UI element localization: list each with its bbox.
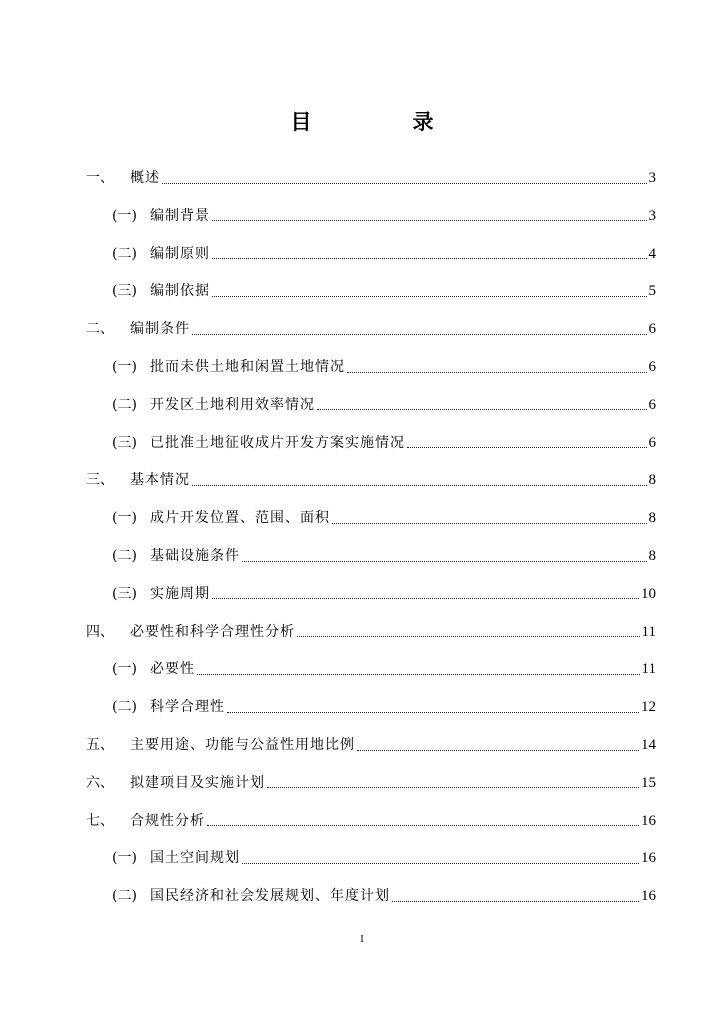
toc-entry-page-number: 15 <box>641 774 656 791</box>
toc-entry-page-number: 8 <box>648 548 656 564</box>
toc-entry-label: 实施周期 <box>150 585 210 602</box>
toc-dot-leader <box>242 561 647 562</box>
toc-entry-label: 基础设施条件 <box>150 548 240 564</box>
toc-dot-leader <box>192 334 647 335</box>
toc-entry-number: (一) <box>112 661 137 678</box>
toc-entry-label: 国土空间规划 <box>150 850 240 867</box>
toc-entry-page-number: 11 <box>641 623 656 640</box>
toc-entry[interactable] <box>86 807 656 835</box>
toc-entry-label: 成片开发位置、范围、面积 <box>150 510 330 527</box>
toc-entry-label: 编制背景 <box>150 207 210 224</box>
toc-entry-page-number: 10 <box>641 585 656 602</box>
toc-entry-page-number: 11 <box>641 661 656 678</box>
toc-entry[interactable] <box>112 391 656 419</box>
toc-entry-label: 主要用途、功能与公益性用地比例 <box>130 737 355 753</box>
toc-dot-leader <box>227 712 639 713</box>
toc-entry-number: (三) <box>112 434 137 451</box>
toc-dot-leader <box>407 447 647 448</box>
toc-entry[interactable] <box>112 655 656 683</box>
toc-entry-page-number: 16 <box>641 850 656 867</box>
toc-dot-leader <box>212 220 647 221</box>
toc-dot-leader <box>212 258 647 259</box>
toc-dot-leader <box>317 409 647 410</box>
toc-entry[interactable] <box>112 277 656 305</box>
toc-dot-leader <box>297 636 640 637</box>
toc-entry-number: (二) <box>112 699 137 716</box>
toc-entry[interactable] <box>112 353 656 381</box>
toc-entry-label: 必要性 <box>150 661 195 678</box>
toc-dot-leader <box>332 523 647 524</box>
toc-entry-number: (一) <box>112 850 137 867</box>
toc-entry[interactable] <box>112 429 656 457</box>
toc-entry[interactable] <box>112 882 656 910</box>
page-title: 目 录 <box>290 110 474 134</box>
toc-entry-number: (二) <box>112 548 137 564</box>
toc-entry-page-number: 14 <box>641 737 656 753</box>
toc-entry-page-number: 6 <box>648 359 656 375</box>
toc-entry-label: 开发区土地利用效率情况 <box>150 396 315 413</box>
toc-entry[interactable] <box>112 240 656 268</box>
toc-entry-label: 编制依据 <box>150 283 210 300</box>
toc-entry-number: (二) <box>112 245 137 262</box>
toc-entry[interactable] <box>86 164 656 192</box>
toc-entry-page-number: 5 <box>648 283 656 300</box>
toc-entry[interactable] <box>112 542 656 570</box>
toc-entry-number: 一、 <box>86 170 114 186</box>
toc-dot-leader <box>242 863 639 864</box>
toc-entry[interactable] <box>86 769 656 797</box>
toc-entry-label: 概述 <box>130 170 160 186</box>
toc-entry-number: (三) <box>112 283 137 300</box>
toc-entry[interactable] <box>112 504 656 532</box>
footer-page-number: I <box>360 934 364 945</box>
toc-entry-number: 四、 <box>86 623 114 640</box>
toc-entry-label: 拟建项目及实施计划 <box>130 774 265 791</box>
toc-entry[interactable] <box>86 315 656 343</box>
toc-entry-page-number: 6 <box>648 434 656 451</box>
toc-entry-page-number: 8 <box>648 472 656 489</box>
toc-entry-page-number: 4 <box>648 245 656 262</box>
toc-entry[interactable] <box>112 580 656 608</box>
toc-entry-label: 编制条件 <box>130 321 190 338</box>
toc-entry-number: 六、 <box>86 774 114 791</box>
toc-entry-page-number: 16 <box>641 888 656 905</box>
toc-entry-number: 五、 <box>86 737 114 753</box>
toc-entry-label: 国民经济和社会发展规划、年度计划 <box>150 888 390 905</box>
toc-entry-number: 七、 <box>86 812 114 829</box>
toc-entry[interactable] <box>112 202 656 230</box>
toc-entry-number: (二) <box>112 888 137 905</box>
toc-entry-page-number: 16 <box>641 812 656 829</box>
toc-entry[interactable] <box>112 693 656 721</box>
toc-dot-leader <box>162 183 647 184</box>
toc-entry-number: 二、 <box>86 321 114 338</box>
toc-entry-label: 必要性和科学合理性分析 <box>130 623 295 640</box>
toc-dot-leader <box>197 674 640 675</box>
toc-entry-number: (一) <box>112 207 137 224</box>
toc-entry-page-number: 6 <box>648 396 656 413</box>
toc-dot-leader <box>192 485 647 486</box>
toc-entry-label: 合规性分析 <box>130 812 205 829</box>
toc-entry-number: 三、 <box>86 472 114 489</box>
toc-dot-leader <box>212 296 647 297</box>
toc-entry-label: 科学合理性 <box>150 699 225 716</box>
toc-entry-number: (一) <box>112 359 137 375</box>
toc-entry-page-number: 3 <box>648 207 656 224</box>
toc-entry-page-number: 12 <box>641 699 656 716</box>
toc-entry[interactable] <box>86 731 656 759</box>
toc-entry-number: (三) <box>112 585 137 602</box>
toc-dot-leader <box>347 372 647 373</box>
toc-entry-label: 编制原则 <box>150 245 210 262</box>
toc-entry-label: 已批准土地征收成片开发方案实施情况 <box>150 434 405 451</box>
toc-dot-leader <box>392 901 639 902</box>
toc-entry-label: 基本情况 <box>130 472 190 489</box>
toc-entry-page-number: 8 <box>648 510 656 527</box>
toc-entry-label: 批而未供土地和闲置土地情况 <box>150 359 345 375</box>
toc-entry[interactable] <box>86 466 656 494</box>
toc-entry[interactable] <box>86 618 656 646</box>
toc-dot-leader <box>212 598 639 599</box>
toc-dot-leader <box>357 750 639 751</box>
toc-entry-number: (一) <box>112 510 137 527</box>
toc-dot-leader <box>207 825 639 826</box>
toc-entry-page-number: 6 <box>648 321 656 338</box>
toc-dot-leader <box>267 787 639 788</box>
toc-entry-number: (二) <box>112 396 137 413</box>
toc-entry[interactable] <box>112 844 656 872</box>
toc-entry-page-number: 3 <box>648 170 656 186</box>
